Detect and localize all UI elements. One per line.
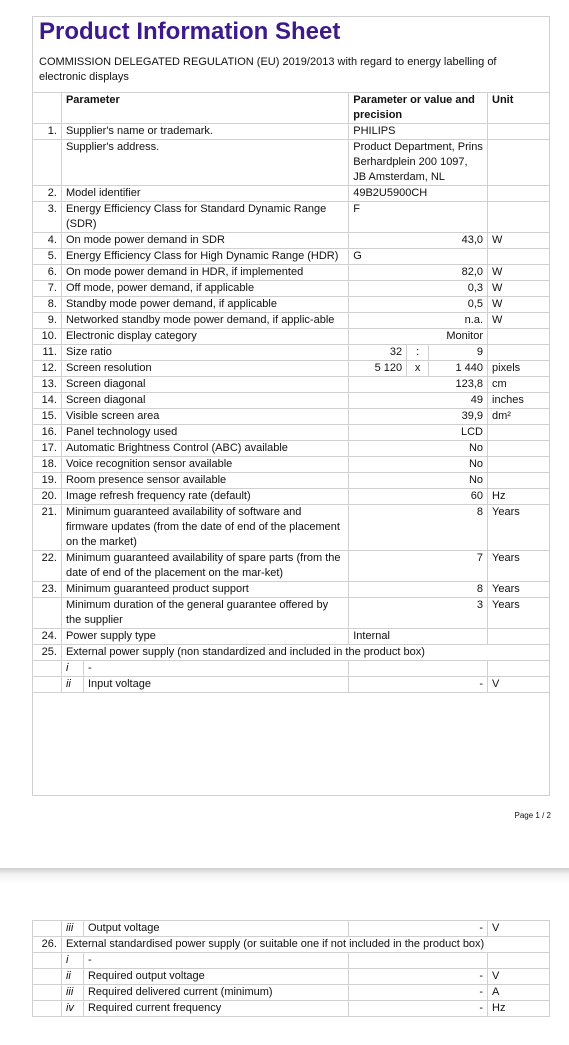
row-number: 16. <box>33 425 62 441</box>
row-number: 22. <box>33 551 62 582</box>
row-value: Product Department, Prins Berhardplein 200 1097, JB Amsterdam, NL <box>349 140 488 186</box>
page-title: Product Information Sheet <box>39 18 341 45</box>
empty-cell <box>33 661 62 677</box>
row-parameter: Networked standby mode power demand, if applic-able <box>61 313 348 329</box>
spec-table-page2 <box>32 920 550 1017</box>
sub-row <box>33 953 550 969</box>
sub-row <box>33 1001 550 1017</box>
row-number: 2. <box>33 186 62 202</box>
row-number: 11. <box>33 345 62 361</box>
row-separator: : <box>407 345 429 361</box>
sub-parameter-cell <box>61 661 348 677</box>
sub-value: - <box>349 677 488 693</box>
sub-parameter-cell <box>61 969 348 985</box>
sub-index: i <box>62 953 84 968</box>
empty-cell <box>33 677 62 693</box>
row-number: 4. <box>33 233 62 249</box>
table-row <box>33 345 550 361</box>
table-row <box>33 281 550 297</box>
row-parameter: External standardised power supply (or suitable one if not included in the product box) <box>61 937 549 953</box>
empty-cell <box>33 953 62 969</box>
row-number <box>33 140 62 186</box>
sub-parameter: - <box>87 954 92 966</box>
row-value: LCD <box>349 425 488 441</box>
row-number: 24. <box>33 629 62 645</box>
row-unit: pixels <box>488 361 550 377</box>
sub-parameter-cell <box>61 921 348 937</box>
row-parameter: Image refresh frequency rate (default) <box>61 489 348 505</box>
sub-parameter: Required current frequency <box>87 1002 222 1014</box>
table-row <box>33 249 550 265</box>
table-row <box>33 505 550 551</box>
sub-index: ii <box>62 677 84 692</box>
row-parameter: On mode power demand in SDR <box>61 233 348 249</box>
row-number: 12. <box>33 361 62 377</box>
table-row <box>33 329 550 345</box>
row-number: 9. <box>33 313 62 329</box>
row-number: 7. <box>33 281 62 297</box>
row-unit: dm² <box>488 409 550 425</box>
header-parameter: Parameter <box>61 93 348 124</box>
page-number: Page 1 / 2 <box>514 811 551 820</box>
row-value: n.a. <box>349 313 488 329</box>
table-body-page2 <box>33 921 550 1017</box>
row-value-1: 32 <box>349 345 407 361</box>
empty-cell <box>33 985 62 1001</box>
sub-index: iii <box>62 921 84 936</box>
row-value: No <box>349 473 488 489</box>
table-row <box>33 377 550 393</box>
row-unit: cm <box>488 377 550 393</box>
table-row <box>33 297 550 313</box>
row-number: 5. <box>33 249 62 265</box>
table-row <box>33 265 550 281</box>
row-parameter: Energy Efficiency Class for High Dynamic Range (HDR) <box>61 249 348 265</box>
row-parameter: Minimum guaranteed availability of software and firmware updates (from the date of end of the placement on the market) <box>61 505 348 551</box>
row-value: 49B2U5900CH <box>349 186 488 202</box>
row-unit: W <box>488 281 550 297</box>
sub-unit: V <box>488 921 550 937</box>
table-row <box>33 186 550 202</box>
sub-unit: V <box>488 969 550 985</box>
row-unit: Hz <box>488 489 550 505</box>
sub-value <box>349 953 488 969</box>
sub-value: - <box>349 921 488 937</box>
sub-value: - <box>349 1001 488 1017</box>
row-number: 21. <box>33 505 62 551</box>
sub-parameter: - <box>87 662 92 674</box>
row-number: 26. <box>33 937 62 953</box>
row-unit: W <box>488 297 550 313</box>
row-value-1: 5 120 <box>349 361 407 377</box>
regulation-subtitle: COMMISSION DELEGATED REGULATION (EU) 2019/2013 with regard to energy labelling of electronic displays <box>39 56 497 83</box>
sub-row <box>33 985 550 1001</box>
row-parameter: Supplier's address. <box>61 140 348 186</box>
row-value: 3 <box>349 598 488 629</box>
table-row <box>33 645 550 661</box>
row-parameter: Minimum guaranteed availability of spare parts (from the date of end of the placement on the mar-ket) <box>61 551 348 582</box>
sub-parameter: Input voltage <box>87 678 151 690</box>
row-number: 3. <box>33 202 62 233</box>
row-unit <box>488 345 550 361</box>
row-value-2: 1 440 <box>429 361 488 377</box>
sub-parameter-cell <box>61 677 348 693</box>
row-value: 7 <box>349 551 488 582</box>
row-parameter: Energy Efficiency Class for Standard Dynamic Range (SDR) <box>61 202 348 233</box>
table-row <box>33 140 550 186</box>
sub-value: - <box>349 969 488 985</box>
sub-unit: A <box>488 985 550 1001</box>
sub-parameter: Required delivered current (minimum) <box>87 986 273 998</box>
row-value: 0,3 <box>349 281 488 297</box>
row-parameter: Minimum duration of the general guarantee offered by the supplier <box>61 598 348 629</box>
empty-cell <box>33 1001 62 1017</box>
row-parameter: Off mode, power demand, if applicable <box>61 281 348 297</box>
row-value: No <box>349 441 488 457</box>
row-parameter: Screen resolution <box>61 361 348 377</box>
row-unit: W <box>488 313 550 329</box>
table-row <box>33 202 550 233</box>
row-number: 1. <box>33 124 62 140</box>
sub-row <box>33 661 550 677</box>
row-parameter: Screen diagonal <box>61 393 348 409</box>
row-parameter: Supplier's name or trademark. <box>61 124 348 140</box>
row-value: Internal <box>349 629 488 645</box>
row-unit <box>488 124 550 140</box>
row-parameter: Minimum guaranteed product support <box>61 582 348 598</box>
table-row <box>33 582 550 598</box>
row-number: 10. <box>33 329 62 345</box>
table-row <box>33 233 550 249</box>
row-number: 19. <box>33 473 62 489</box>
row-unit <box>488 457 550 473</box>
row-unit: inches <box>488 393 550 409</box>
row-number: 25. <box>33 645 62 661</box>
row-parameter: Screen diagonal <box>61 377 348 393</box>
row-unit <box>488 441 550 457</box>
row-unit <box>488 473 550 489</box>
row-number: 20. <box>33 489 62 505</box>
row-value: No <box>349 457 488 473</box>
table-row <box>33 457 550 473</box>
row-unit <box>488 329 550 345</box>
row-unit: Years <box>488 551 550 582</box>
row-unit: Years <box>488 505 550 551</box>
row-number: 15. <box>33 409 62 425</box>
sub-parameter-cell <box>61 985 348 1001</box>
sub-index: iii <box>62 985 84 1000</box>
row-number: 13. <box>33 377 62 393</box>
empty-cell <box>33 969 62 985</box>
row-value: Monitor <box>349 329 488 345</box>
table-row <box>33 629 550 645</box>
empty-cell <box>33 921 62 937</box>
row-number: 6. <box>33 265 62 281</box>
row-parameter: Voice recognition sensor available <box>61 457 348 473</box>
sub-row <box>33 921 550 937</box>
row-parameter: Automatic Brightness Control (ABC) available <box>61 441 348 457</box>
sub-unit: Hz <box>488 1001 550 1017</box>
row-parameter: Standby mode power demand, if applicable <box>61 297 348 313</box>
sub-index: i <box>62 661 84 676</box>
row-parameter: On mode power demand in HDR, if implemented <box>61 265 348 281</box>
row-number: 8. <box>33 297 62 313</box>
sub-parameter: Output voltage <box>87 922 160 934</box>
row-value: F <box>349 202 488 233</box>
row-unit: Years <box>488 598 550 629</box>
row-separator: x <box>407 361 429 377</box>
table-row <box>33 937 550 953</box>
row-value: 49 <box>349 393 488 409</box>
table-row <box>33 489 550 505</box>
table-row <box>33 393 550 409</box>
sub-parameter-cell <box>61 953 348 969</box>
sub-index: iv <box>62 1001 84 1016</box>
header-unit: Unit <box>488 93 550 124</box>
row-value: 39,9 <box>349 409 488 425</box>
sub-parameter: Required output voltage <box>87 970 205 982</box>
row-unit <box>488 629 550 645</box>
row-value: 60 <box>349 489 488 505</box>
row-parameter: Size ratio <box>61 345 348 361</box>
table-header-row <box>33 93 550 124</box>
row-value: 43,0 <box>349 233 488 249</box>
sub-unit: V <box>488 677 550 693</box>
row-parameter: Visible screen area <box>61 409 348 425</box>
table-row <box>33 425 550 441</box>
row-value: G <box>349 249 488 265</box>
row-value: 82,0 <box>349 265 488 281</box>
table-row <box>33 473 550 489</box>
row-number: 23. <box>33 582 62 598</box>
sub-unit <box>488 953 550 969</box>
sub-index: ii <box>62 969 84 984</box>
row-unit <box>488 425 550 441</box>
table-row <box>33 124 550 140</box>
sub-value <box>349 661 488 677</box>
row-parameter: Electronic display category <box>61 329 348 345</box>
row-number: 14. <box>33 393 62 409</box>
header-value: Parameter or value and precision <box>349 93 488 124</box>
table-row <box>33 409 550 425</box>
table-row <box>33 361 550 377</box>
row-unit <box>488 202 550 233</box>
sub-unit <box>488 661 550 677</box>
table-body <box>33 124 550 693</box>
row-value-2: 9 <box>429 345 488 361</box>
row-parameter: Power supply type <box>61 629 348 645</box>
sub-value: - <box>349 985 488 1001</box>
row-number: 17. <box>33 441 62 457</box>
row-unit: W <box>488 233 550 249</box>
row-value: 8 <box>349 505 488 551</box>
sub-row <box>33 969 550 985</box>
row-unit <box>488 186 550 202</box>
row-number: 18. <box>33 457 62 473</box>
table-row <box>33 598 550 629</box>
row-value: 0,5 <box>349 297 488 313</box>
row-parameter: Panel technology used <box>61 425 348 441</box>
sub-row <box>33 677 550 693</box>
row-unit <box>488 140 550 186</box>
row-value: 8 <box>349 582 488 598</box>
row-unit <box>488 249 550 265</box>
row-value: 123,8 <box>349 377 488 393</box>
row-parameter: Model identifier <box>61 186 348 202</box>
sub-parameter-cell <box>61 1001 348 1017</box>
row-number <box>33 598 62 629</box>
table-row <box>33 313 550 329</box>
row-unit: W <box>488 265 550 281</box>
row-unit: Years <box>488 582 550 598</box>
row-parameter: External power supply (non standardized and included in the product box) <box>61 645 549 661</box>
table-row <box>33 551 550 582</box>
table-row <box>33 441 550 457</box>
row-value: PHILIPS <box>349 124 488 140</box>
row-parameter: Room presence sensor available <box>61 473 348 489</box>
page-gap <box>0 868 569 884</box>
spec-table <box>32 92 550 693</box>
